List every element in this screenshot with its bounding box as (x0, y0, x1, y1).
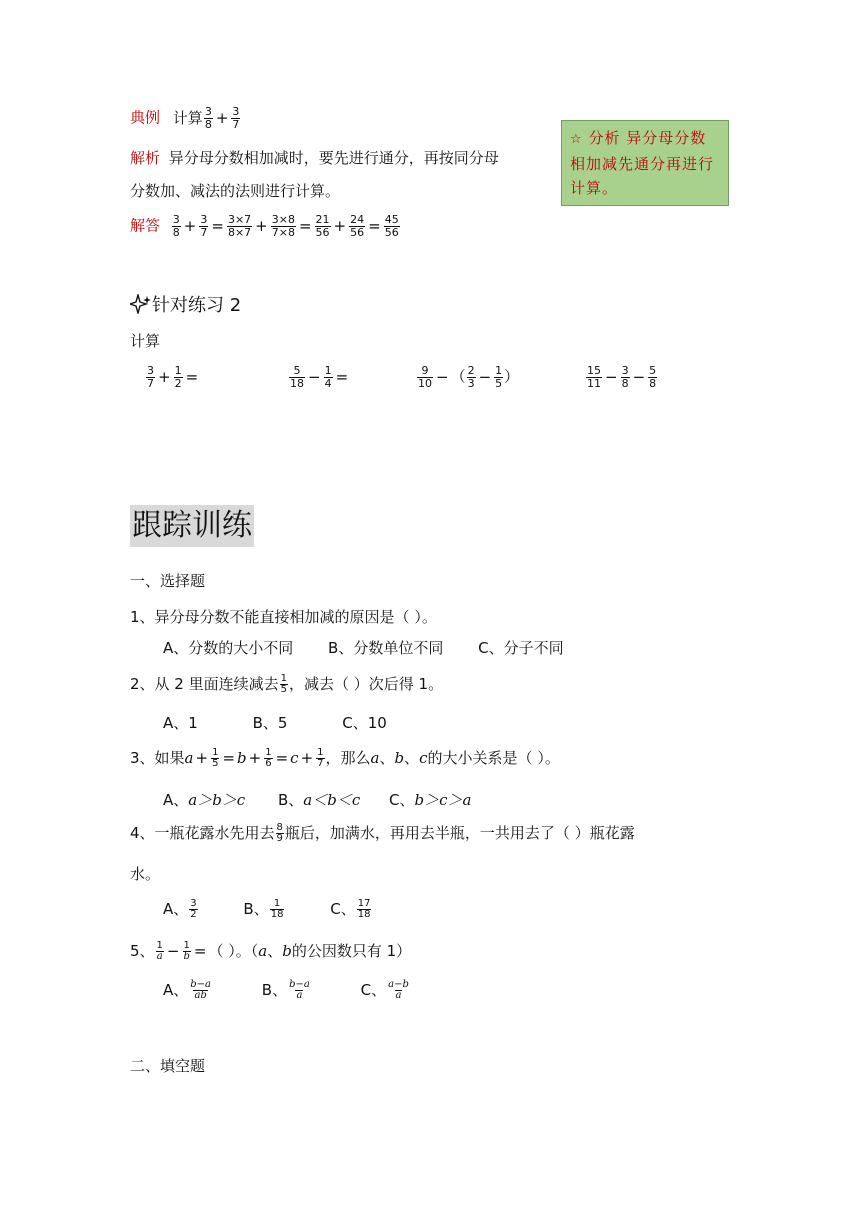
sparkle-icon (130, 294, 152, 314)
question-5: 5、 $\frac{1}{a}$ − $\frac{1}{b}$ = （ ）。（a、b的公因数只有 1） (130, 939, 412, 962)
section-choice-heading: 一、选择题 (130, 572, 206, 590)
question-3: 3、如果a + $\frac{1}{5}$ = b + $\frac{1}{6}$ = c + $\frac{1}{7}$ ，那么a、b、c的大小关系是（ ）。 (130, 746, 560, 769)
practice-problem-1: $\frac{3}{7}$ + $\frac{1}{2}$ = (147, 364, 199, 390)
question-4-options (163, 898, 372, 921)
question-2-options (163, 712, 387, 733)
example-prefix: 计算 (172, 108, 203, 127)
analysis-line-2: 分数加、减法的法则进行计算。 (130, 182, 341, 200)
option-c[interactable]: C、分子不同 (478, 639, 564, 657)
fraction: $\frac{3}{7}$ (232, 105, 240, 131)
question-3-options (163, 789, 471, 810)
option-c[interactable]: C、 $\frac{17}{18}$ (330, 897, 371, 920)
option-b[interactable]: B、a＜b＜c (278, 791, 361, 809)
option-b[interactable]: B、分数单位不同 (328, 639, 444, 657)
option-a[interactable]: A、 $\frac{3}{2}$ (163, 897, 197, 920)
option-c[interactable]: C、b＞c＞a (389, 791, 472, 809)
analysis-line-1 (130, 147, 499, 168)
question-1-options (163, 637, 564, 658)
practice-heading (130, 291, 241, 317)
fraction: $\frac{3}{8}$ (204, 105, 212, 131)
practice-problem-2: $\frac{5}{18}$ − $\frac{1}{4}$ = (290, 364, 349, 390)
option-b[interactable]: B、 $\frac{b-a}{a}$ (261, 978, 310, 1001)
question-2: 2、从 2 里面连续减去 $\frac{1}{5}$ ，减去（ ）次后得 1。 (130, 672, 444, 695)
question-5-options (163, 979, 411, 1002)
practice-problem-4: $\frac{15}{11}$ − $\frac{3}{8}$ − $\frac{5}{8}$ (587, 364, 657, 390)
option-a[interactable]: A、a＞b＞c (163, 791, 246, 809)
analysis-callout (561, 120, 729, 206)
fraction: $\frac{3}{8}$ (172, 213, 180, 239)
practice-title: 针对练习 2 (152, 295, 242, 316)
option-a[interactable]: A、 $\frac{b-a}{ab}$ (163, 978, 212, 1001)
option-a[interactable]: A、1 (163, 714, 198, 732)
fraction: $\frac{21}{56}$ (315, 213, 330, 239)
example-label: 典例 (130, 108, 161, 127)
answer-label: 解答 (130, 216, 161, 235)
fraction: $\frac{3\times 7}{8\times 7}$ (227, 213, 252, 239)
callout-text: 分析 异分母分数相加减先通分再进行计算。 (570, 129, 715, 197)
fraction: $\frac{24}{56}$ (350, 213, 365, 239)
section-fill-heading: 二、填空题 (130, 1057, 206, 1075)
question-1: 1、异分母分数不能直接相加减的原因是（ ）。 (130, 608, 437, 626)
answer-line: 解答 $\frac{3}{8}$ + $\frac{3}{7}$ = $\frac{3\times 7}{8\times 7}$ + $\frac{3\times 8}{7\times 8}$ = $\frac{21}{56}$ + $\frac{24}{56}$ = $\frac{45}{56}$ (130, 213, 399, 239)
question-4-line-2: 水。 (130, 865, 161, 883)
option-c[interactable]: C、 $\frac{a-b}{a}$ (360, 978, 409, 1001)
practice-problem-3: $\frac{9}{10}$ − （ $\frac{2}{3}$ − $\frac{1}{5}$ ） (418, 364, 520, 390)
practice-instruction: 计算 (130, 332, 161, 350)
question-4: 4、一瓶花露水先用去 $\frac{8}{9}$ 瓶后，加满水，再用去半瓶，一共用去了（ ）瓶花露 (130, 821, 635, 844)
analysis-label: 解析 (130, 149, 161, 167)
tracking-title: 跟踪训练 (130, 505, 254, 547)
fraction: $\frac{3\times 8}{7\times 8}$ (271, 213, 295, 239)
option-c[interactable]: C、10 (342, 714, 387, 732)
example-line: 典例 计算 $\frac{3}{8}$ + $\frac{3}{7}$ (130, 105, 240, 131)
star-icon: ☆ (570, 132, 583, 147)
fraction: $\frac{3}{7}$ (200, 213, 208, 239)
fraction: $\frac{45}{56}$ (384, 213, 399, 239)
option-b[interactable]: B、5 (252, 714, 288, 732)
option-b[interactable]: B、 $\frac{1}{18}$ (243, 897, 284, 920)
analysis-text-1: 异分母分数相加减时，要先进行通分，再按同分母 (168, 149, 499, 167)
option-a[interactable]: A、分数的大小不同 (163, 639, 294, 657)
